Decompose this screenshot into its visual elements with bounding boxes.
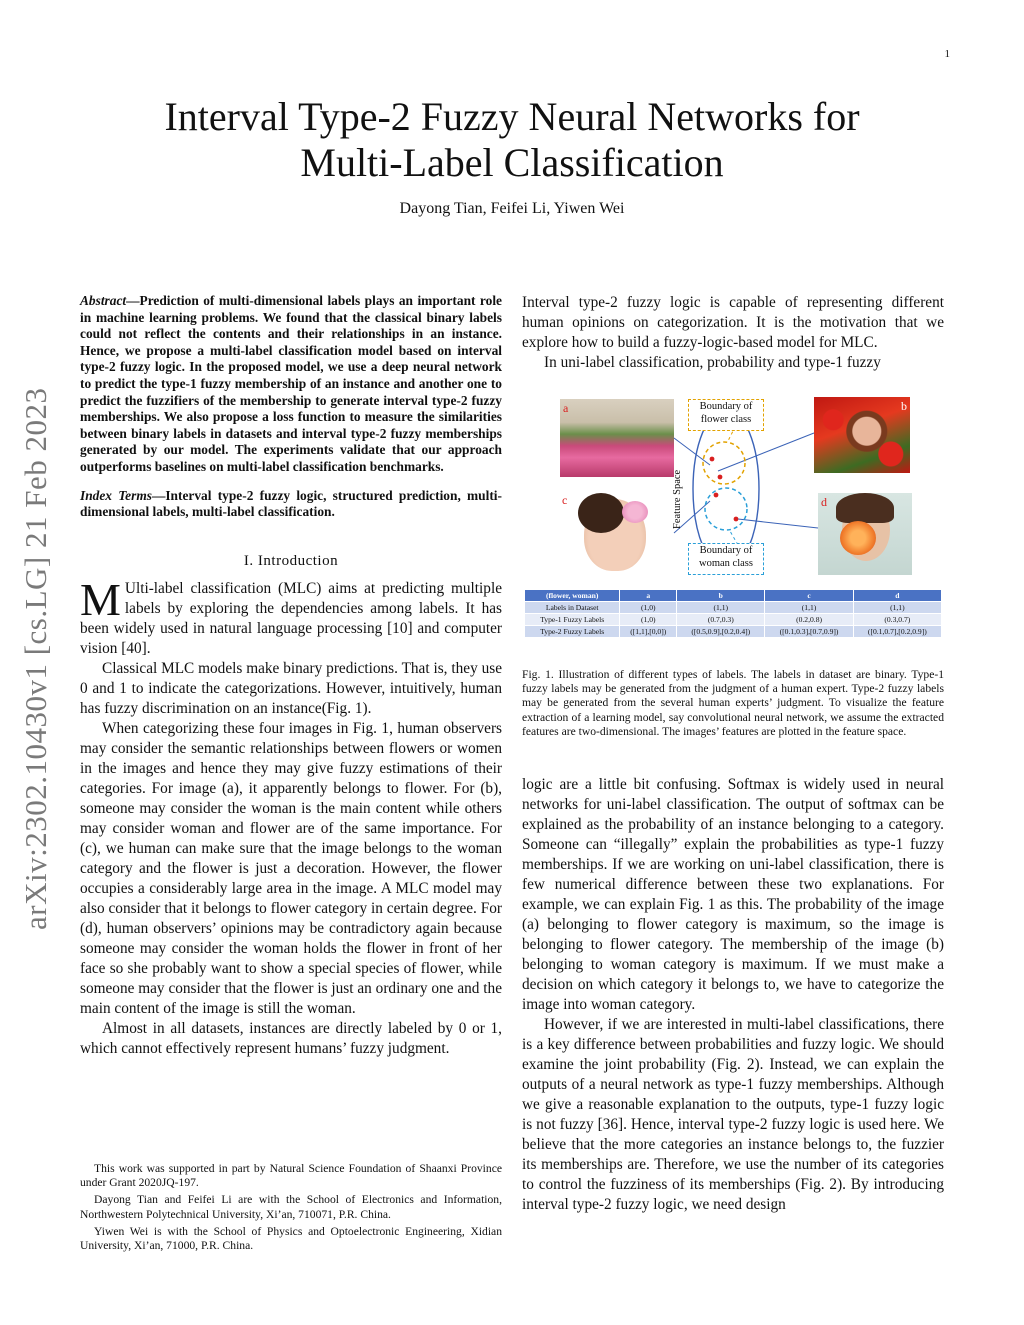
connector-a [674, 438, 710, 465]
intro-paragraph-2: Classical MLC models make binary predictions. That is, they use 0 and 1 to indicate the categorizations. However, intuitively, human has fuzzy discrimination on an instance(Fig. 1). [80, 659, 502, 717]
table-cell: Type-2 Fuzzy Labels [525, 626, 620, 638]
image-a-label: a [563, 401, 569, 415]
title-line-2: Multi-Label Classification [300, 140, 724, 185]
intro-paragraph-3: When categorizing these four images in Fig. 1, human observers may consider the semantic relationships between flowers or women in the images and hence they may give fuzzy estimations of their categories. For image (a), it apparently belongs to flower. For (b), someone may consider the woman is the main content while others may consider woman and flower are of the same importance. For (c), we human can make sure that the image belongs to the woman category and the flower is just a decoration. However, the flower occupies a considerably large area in the image. A MLC model may also consider that it belongs to flower category in certain degree. For (d), human observers’ opinions may be contradictory again because someone may consider the woman holds the flower in front of her face so she probably want to show a special species of flower, while someone may consider that the flower is just an ordinary one and the main content of the image is still the woman. [80, 719, 502, 1017]
intro-paragraph-1: M Ulti-label classification (MLC) aims at predicting multiple labels by exploring the dependencies among labels. It has been widely used in natural language processing [10] and computer vision [40]. [80, 573, 502, 657]
index-terms-text: —Interval type-2 fuzzy logic, structured prediction, multi-dimensional labels, multi-label classification. [80, 487, 502, 520]
table-cell: (0.7,0.3) [677, 614, 765, 626]
woman-class-boundary [705, 488, 747, 530]
image-b-label: b [901, 399, 907, 413]
abstract-text: —Prediction of multi-dimensional labels plays an important role in machine learning problems. We found that the classical binary labels could not reflect the contents and their relationships in an instance. Hence, we propose a multi-label classification model based on interval type-2 fuzzy logic. In the proposed model, we use a deep neural network to predict the type-1 fuzzy membership of an instance and another one to predict the fuzzifiers of the membership to generate interval type-2 fuzzy memberships. We also propose a loss function to measure the similarities between binary labels in datasets and interval type-2 fuzzy memberships generated by our model. The experiments validate that our approach outperforms baselines on multi-label classification benchmarks. [80, 293, 502, 474]
right-paragraph-1: Interval type-2 fuzzy logic is capable of representing different human opinions on categorization. It is the motivation that we explore how to build a fuzzy-logic-based model for MLC. [522, 294, 944, 351]
table-header-cell: c [765, 590, 853, 602]
index-terms-label: Index Terms [80, 487, 152, 503]
image-d-label: d [821, 495, 827, 509]
right-column-top [522, 293, 944, 373]
table-cell: (0.3,0.7) [853, 614, 941, 626]
table-cell: ([0.5,0.9],[0.2,0.4]) [677, 626, 765, 638]
footnote-funding: This work was supported in part by Natural Science Foundation of Shaanxi Province under Grant 2020JQ-197. [80, 1162, 502, 1190]
table-header-cell: a [620, 590, 677, 602]
table-cell: Labels in Dataset [525, 602, 620, 614]
arxiv-stamp[interactable]: arXiv:2302.10430v1 [cs.LG] 21 Feb 2023 [18, 387, 53, 930]
page-number: 1 [944, 48, 950, 60]
authors: Dayong Tian, Feifei Li, Yiwen Wei [399, 200, 625, 217]
table-header-cell: (flower, woman) [525, 590, 620, 602]
table-row [525, 626, 942, 638]
table-row [525, 602, 942, 614]
table-cell: (1,1) [853, 602, 941, 614]
section-heading-introduction: I. Introduction [243, 552, 339, 569]
table-row [525, 614, 942, 626]
table-cell: Type-1 Fuzzy Labels [525, 614, 620, 626]
title-line-1: Interval Type-2 Fuzzy Neural Networks for [164, 94, 860, 139]
right-paragraph-3: logic are a little bit confusing. Softmax is widely used in neural networks for uni-label classification. The output of softmax can be explained as the probability of an instance belonging to a category. Someone can “illegally” explain the probabilities as type-1 fuzzy memberships. If we are working on uni-label classification, there is few numerical difference between these two explanations. For example, we can explain Fig. 1 as this. The probability of the image (a) belonging to flower category is maximum, so the image is belonging to flower category. The membership of the image (b) belonging to woman category is maximum. If we must make a decision on which category it belongs to, we have to categorize the image into woman category. [522, 776, 944, 1013]
table-cell: (1,1) [677, 602, 765, 614]
label-table [524, 589, 942, 638]
connector-d [738, 519, 818, 528]
paper-title [80, 94, 944, 186]
feature-point-c [714, 493, 719, 498]
footnote-affiliation-1: Dayong Tian and Feifei Li are with the School of Electronics and Information, Northwestern Polytechnical University, Xi’an, 710071, P.R. China. [80, 1193, 502, 1221]
right-paragraph-4: However, if we are interested in multi-label classifications, there is a key difference between probabilities and fuzzy logic. We should examine the joint probability (Fig. 2). Instead, we can explain the outputs of a neural network as type-1 fuzzy memberships. Although we give a reasonable explanation to the outputs, type-1 fuzzy logic is not fuzzy [36]. Hence, interval type-2 fuzzy logic is used here. We believe that the more categories an instance belongs to, the fuzzier its memberships are. Therefore, we use the number of its categories to control the fuzziness of its memberships (Fig. 2). By introducing interval type-2 fuzzy logic, we need design [522, 1016, 944, 1213]
flower-boundary-label: Boundary of flower class [688, 399, 764, 431]
table-header-row [525, 590, 942, 602]
index-terms [80, 488, 502, 521]
woman-boundary-label: Boundary of woman class [688, 543, 764, 575]
feature-point-a [710, 457, 715, 462]
table-cell: (0.2,0.8) [765, 614, 853, 626]
dropcap: M [80, 573, 121, 625]
feature-space-axis-label: Feature Space [672, 469, 683, 529]
abstract-label: Abstract [80, 293, 127, 308]
table-header-cell: d [853, 590, 941, 602]
left-column [80, 293, 502, 1059]
feature-point-d [734, 517, 739, 522]
image-c-label: c [562, 493, 568, 507]
feature-point-b [718, 475, 723, 480]
right-column-bottom [522, 775, 944, 1215]
table-cell: (1,0) [620, 614, 677, 626]
intro-paragraph-4: Almost in all datasets, instances are directly labeled by 0 or 1, which cannot effectively represent humans’ fuzzy judgment. [80, 1019, 502, 1057]
table-cell: ([0.1,0.7],[0.2,0.9]) [853, 626, 941, 638]
abstract [80, 293, 502, 476]
table-cell: ([0.1,0.3],[0.7,0.9]) [765, 626, 853, 638]
figure-1 [524, 393, 942, 639]
figure-1-caption: Fig. 1. Illustration of different types of labels. The labels in dataset are binary. Type-1 fuzzy labels may be generated from the judgment of a human expert. Type-2 fuzzy labels may be generated from the several human experts’ judgment. To visualize the feature extraction of a learning model, say convolutional neural network, we assume the extracted features are two-dimensional. The images’ features are plotted in the feature space. [522, 668, 944, 738]
table-header-cell: b [677, 590, 765, 602]
footnote-affiliation-2: Yiwen Wei is with the School of Physics and Optoelectronic Engineering, Xidian University, Xi’an, 71000, P.R. China. [80, 1224, 502, 1253]
right-paragraph-2: In uni-label classification, probability and type-1 fuzzy [544, 354, 881, 371]
table-cell: (1,1) [765, 602, 853, 614]
connector-b [718, 433, 814, 471]
footnotes [80, 1162, 502, 1256]
table-cell: (1,0) [620, 602, 677, 614]
table-cell: ([1,1],[0,0]) [620, 626, 677, 638]
figure-label-table-wrap [524, 589, 942, 638]
